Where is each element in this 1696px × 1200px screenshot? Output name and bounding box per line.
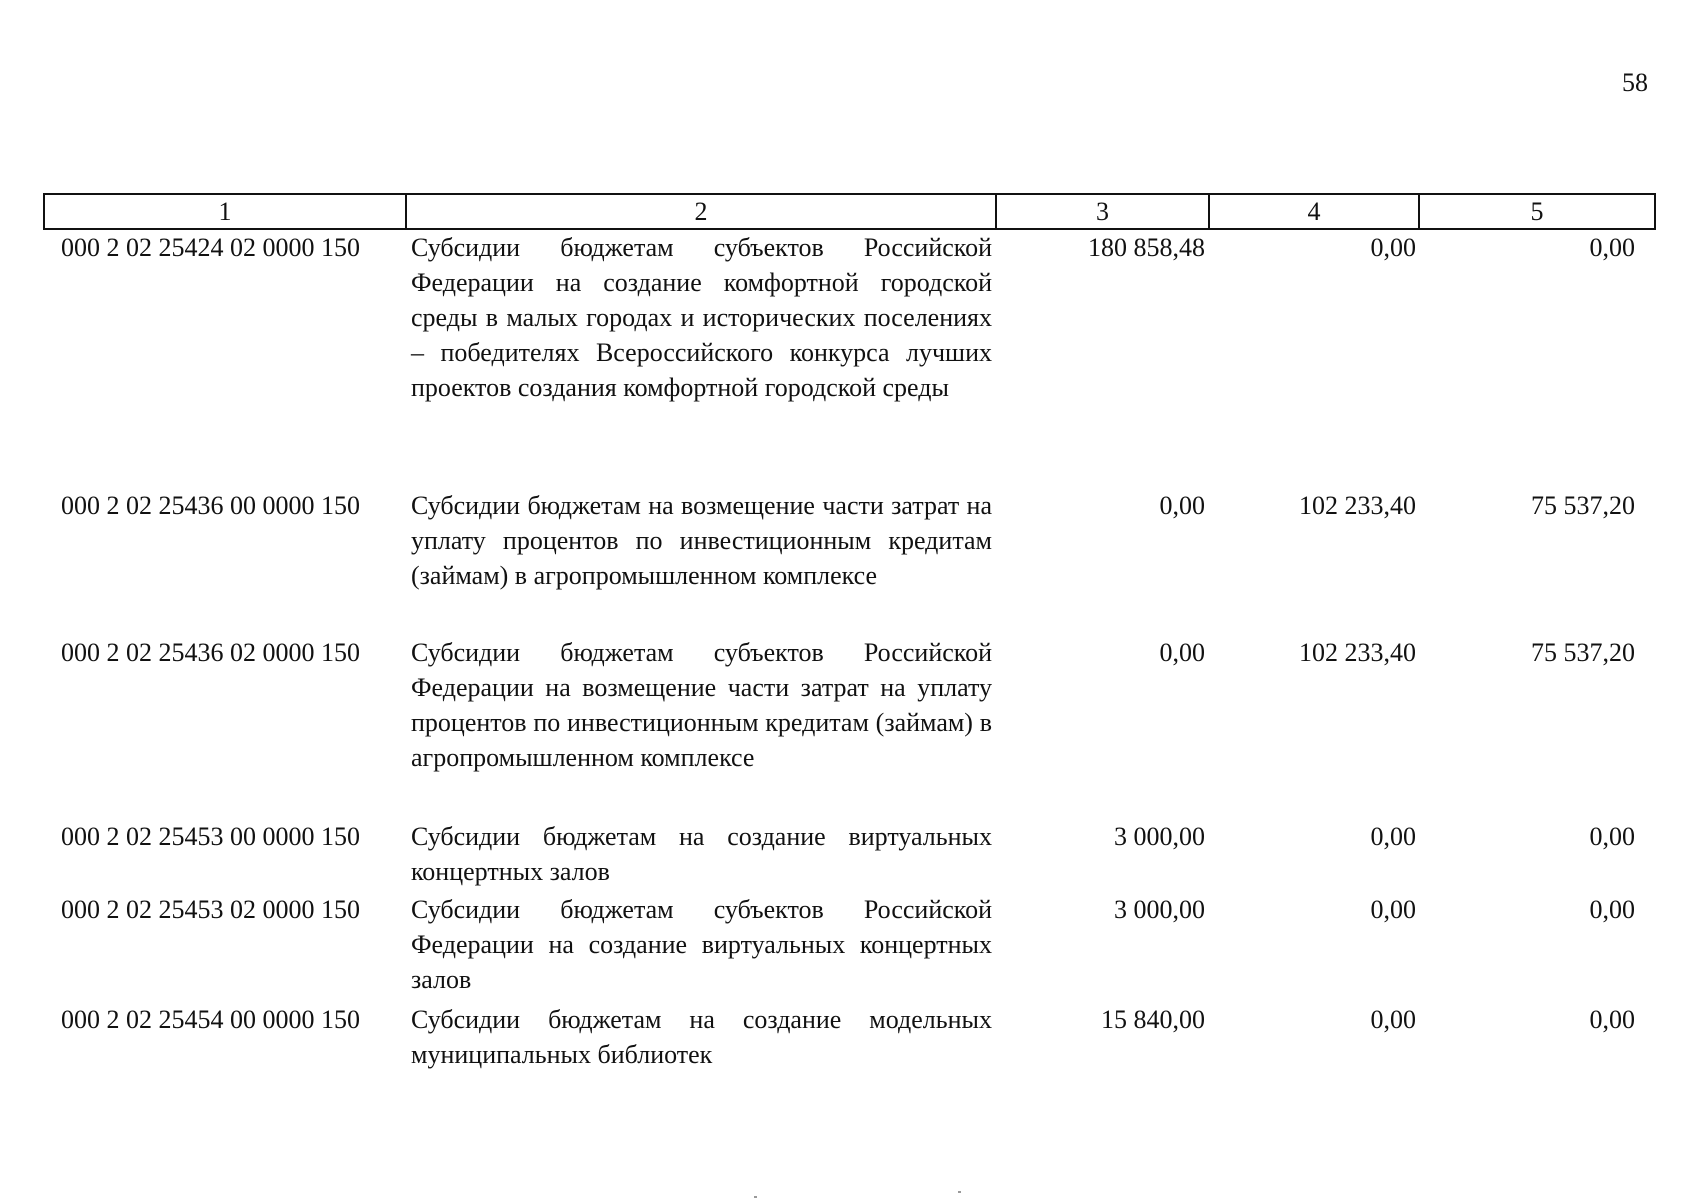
table-header bbox=[44, 194, 1655, 229]
budget-code-cell: 000 2 02 25436 02 0000 150 bbox=[61, 638, 360, 667]
description-cell: Субсидии бюджетам на создание модельных муниципальных библиотек bbox=[411, 1005, 992, 1069]
budget-code-cell: 000 2 02 25454 00 0000 150 bbox=[61, 1005, 360, 1034]
amount-col3-cell: 3 000,00 bbox=[1114, 822, 1205, 851]
amount-col5-cell: 75 537,20 bbox=[1531, 638, 1635, 667]
amount-col4-cell: 0,00 bbox=[1370, 822, 1416, 851]
amount-col3-cell: 180 858,48 bbox=[1088, 233, 1205, 262]
amount-col3-cell: 15 840,00 bbox=[1101, 1005, 1205, 1034]
budget-table-container bbox=[43, 193, 1654, 1076]
amount-col5-cell: 0,00 bbox=[1589, 233, 1635, 262]
amount-col5-cell: 0,00 bbox=[1589, 895, 1635, 924]
budget-code-cell: 000 2 02 25424 02 0000 150 bbox=[61, 233, 360, 262]
amount-col5-cell: 75 537,20 bbox=[1531, 491, 1635, 520]
scan-artifact bbox=[754, 1196, 757, 1198]
description-cell: Субсидии бюджетам субъектов Российской Федерации на возмещение части затрат на уплату процентов по инвестиционным кредитам (займам) в агропромышленном комплексе bbox=[411, 638, 992, 772]
description-cell: Субсидии бюджетам на возмещение части затрат на уплату процентов по инвестиционным кредитам (займам) в агропромышленном комплексе bbox=[411, 491, 992, 590]
amount-col3-cell: 3 000,00 bbox=[1114, 895, 1205, 924]
header-cell-1: 1 bbox=[44, 194, 406, 229]
amount-col3-cell: 0,00 bbox=[1159, 491, 1205, 520]
description-cell: Субсидии бюджетам субъектов Российской Федерации на создание комфортной городской среды в малых городах и исторических поселениях – победителях Всероссийского конкурса лучших проектов создания комфортной городской среды bbox=[411, 233, 992, 402]
description-cell: Субсидии бюджетам субъектов Российской Федерации на создание виртуальных концертных залов bbox=[411, 895, 992, 994]
header-cell-4: 4 bbox=[1209, 194, 1419, 229]
table-row bbox=[44, 1002, 1655, 1076]
budget-revenue-table bbox=[43, 193, 1656, 1076]
amount-col3-cell: 0,00 bbox=[1159, 638, 1205, 667]
page-number: 58 bbox=[1622, 68, 1648, 97]
table-row bbox=[44, 229, 1655, 488]
budget-code-cell: 000 2 02 25453 02 0000 150 bbox=[61, 895, 360, 924]
amount-col4-cell: 102 233,40 bbox=[1299, 491, 1416, 520]
budget-code-cell: 000 2 02 25453 00 0000 150 bbox=[61, 822, 360, 851]
amount-col5-cell: 0,00 bbox=[1589, 822, 1635, 851]
header-row bbox=[44, 194, 1655, 229]
header-cell-5: 5 bbox=[1419, 194, 1655, 229]
description-cell: Субсидии бюджетам на создание виртуальных концертных залов bbox=[411, 822, 992, 886]
amount-col4-cell: 0,00 bbox=[1370, 895, 1416, 924]
header-cell-3: 3 bbox=[996, 194, 1209, 229]
table-row bbox=[44, 819, 1655, 892]
amount-col4-cell: 0,00 bbox=[1370, 1005, 1416, 1034]
amount-col5-cell: 0,00 bbox=[1589, 1005, 1635, 1034]
budget-code-cell: 000 2 02 25436 00 0000 150 bbox=[61, 491, 360, 520]
scan-artifact bbox=[958, 1191, 961, 1193]
amount-col4-cell: 0,00 bbox=[1370, 233, 1416, 262]
amount-col4-cell: 102 233,40 bbox=[1299, 638, 1416, 667]
table-row bbox=[44, 635, 1655, 819]
table-row bbox=[44, 892, 1655, 1002]
table-row bbox=[44, 488, 1655, 635]
header-cell-2: 2 bbox=[406, 194, 996, 229]
table-body bbox=[44, 229, 1655, 1076]
